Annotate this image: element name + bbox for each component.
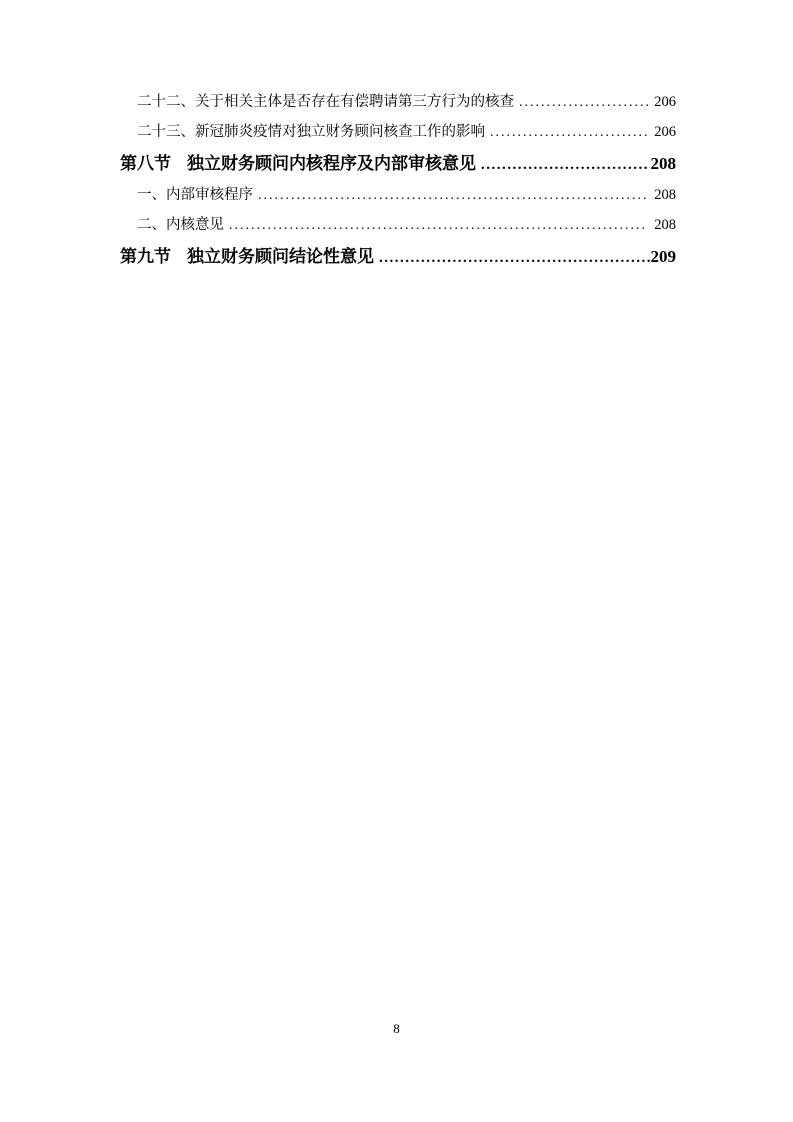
page-footer bbox=[0, 1020, 793, 1038]
toc-section-number: 第八节 bbox=[120, 154, 171, 173]
toc-entry-page-number: 208 bbox=[654, 187, 676, 203]
toc-entry[interactable] bbox=[120, 210, 676, 240]
dot-leader bbox=[379, 242, 650, 275]
table-of-contents bbox=[120, 87, 676, 273]
toc-entry-label: 二十二、关于相关主体是否存在有偿聘请第三方行为的核查 bbox=[137, 94, 514, 110]
toc-section-title: 独立财务顾问结论性意见 bbox=[187, 247, 374, 266]
toc-section-number: 第九节 bbox=[120, 247, 171, 266]
toc-entry-page-number: 209 bbox=[650, 247, 676, 266]
page-number: 8 bbox=[393, 1021, 400, 1036]
toc-section-title: 独立财务顾问内核程序及内部审核意见 bbox=[187, 154, 476, 173]
dot-leader bbox=[519, 88, 648, 118]
toc-section-entry[interactable] bbox=[120, 147, 676, 180]
toc-entry[interactable] bbox=[120, 180, 676, 210]
toc-entry-page-number: 206 bbox=[654, 94, 676, 110]
dot-leader bbox=[481, 149, 650, 182]
toc-entry-label bbox=[120, 240, 374, 273]
toc-entry-label: 二十三、新冠肺炎疫情对独立财务顾问核查工作的影响 bbox=[137, 124, 485, 140]
toc-entry[interactable] bbox=[120, 117, 676, 147]
toc-section-entry[interactable] bbox=[120, 240, 676, 273]
toc-entry[interactable] bbox=[120, 87, 676, 117]
toc-entry-page-number: 208 bbox=[650, 154, 676, 173]
toc-entry-page-number: 206 bbox=[654, 124, 676, 140]
dot-leader bbox=[258, 181, 648, 211]
dot-leader bbox=[490, 118, 648, 148]
toc-entry-page-number: 208 bbox=[654, 217, 676, 233]
toc-entry-label bbox=[120, 147, 476, 180]
toc-entry-label: 一、内部审核程序 bbox=[137, 187, 253, 203]
dot-leader bbox=[229, 211, 648, 241]
toc-entry-label: 二、内核意见 bbox=[137, 217, 224, 233]
